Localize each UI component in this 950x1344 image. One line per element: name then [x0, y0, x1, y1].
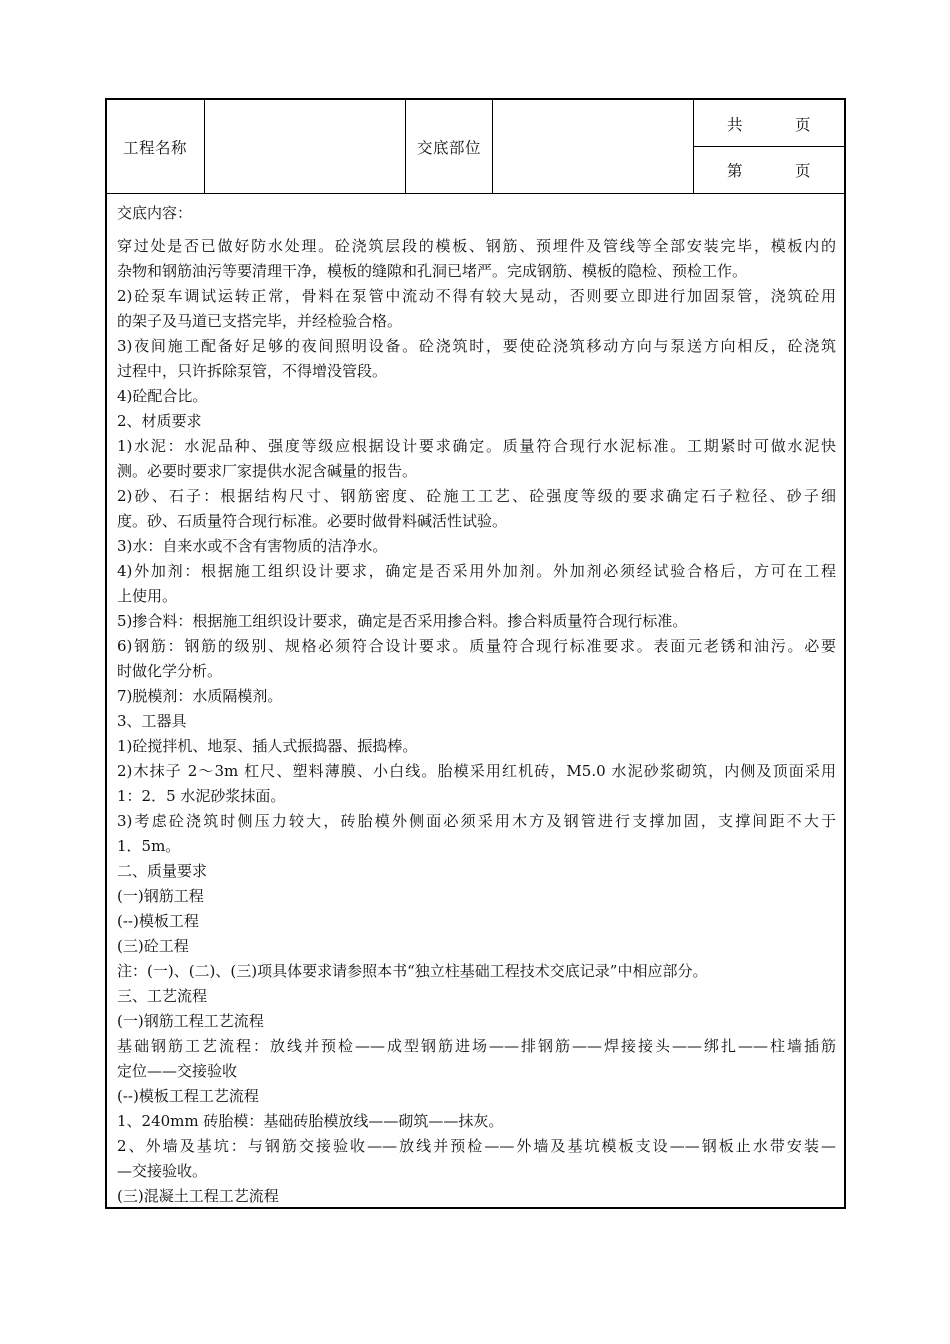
total-pages: [693, 100, 844, 146]
content-line: 1)砼搅拌机、地泵、插人式振捣器、振捣棒。: [117, 737, 418, 755]
content-line: 上使用。: [117, 587, 178, 605]
content-line: 1．5m。: [117, 837, 181, 855]
project-name-label: 工程名称: [123, 139, 188, 157]
content-line: 杂物和钢筋油污等要清理干净，模板的缝隙和孔洞已堵严。完成钢筋、模板的隐检、预检工作。: [117, 262, 748, 280]
content-line: 4)砼配合比。: [117, 387, 208, 405]
content-line: 3)夜间施工配备好足够的夜间照明设备。砼浇筑时，要使砼浇筑移动方向与泵送方向相反，砼浇筑: [117, 337, 836, 355]
content-line: 2)砼泵车调试运转正常，骨料在泵管中流动不得有较大晃动，否则要立即进行加固泵管，浇筑砼用: [117, 287, 836, 305]
disclosure-form: [105, 98, 846, 1209]
divider: [492, 100, 493, 193]
content-line: 的架子及马道已支搭完毕，并经检验合格。: [117, 312, 403, 330]
content-title: 交底内容：: [117, 204, 193, 222]
form-header: [107, 100, 844, 194]
divider: [204, 100, 205, 193]
content-line: —交接验收。: [117, 1162, 208, 1180]
content-line: 5)掺合料：根据施工组织设计要求，确定是否采用掺合料。掺合料质量符合现行标准。: [117, 612, 688, 630]
content-line: 测。必要时要求厂家提供水泥含碱量的报告。: [117, 462, 418, 480]
content-line: 1、240mm 砖胎模：基础砖胎模放线——砌筑——抹灰。: [117, 1112, 504, 1130]
content-line: 定位——交接验收: [117, 1062, 238, 1080]
divider: [405, 100, 406, 193]
page-number-right: 页: [795, 162, 811, 180]
page-number-left: 第: [727, 162, 743, 180]
content-line: 基础钢筋工艺流程：放线并预检——成型钢筋进场——排钢筋——焊接接头——绑扎——柱墙插筋: [117, 1037, 836, 1055]
content-line: 度。砂、石质量符合现行标准。必要时做骨料碱活性试验。: [117, 512, 508, 530]
content-line: 2)砂、石子：根据结构尺寸、钢筋密度、砼施工工艺、砼强度等级的要求确定石子粒径、砂子细: [117, 487, 836, 505]
content-line: (三)砼工程: [117, 937, 189, 955]
content-line: 6)钢筋：钢筋的级别、规格必须符合设计要求。质量符合现行标准要求。表面元老锈和油污。必要: [117, 637, 836, 655]
content-line: 3)考虑砼浇筑时侧压力较大，砖胎模外侧面必须采用木方及钢管进行支撑加固，支撑间距不大于: [117, 812, 836, 830]
content-line: 1：2．5 水泥砂浆抹面。: [117, 787, 286, 805]
content-line: (一)钢筋工程工艺流程: [117, 1012, 264, 1030]
total-pages-right: 页: [795, 116, 811, 134]
content-line: 3、工器具: [117, 712, 187, 730]
content-line: (三)混凝土工程工艺流程: [117, 1187, 279, 1205]
content-line: (一)钢筋工程: [117, 887, 204, 905]
total-pages-left: 共: [727, 116, 743, 134]
content-line: 1)水泥：水泥品种、强度等级应根据设计要求确定。质量符合现行水泥标准。工期紧时可做水泥快: [117, 437, 836, 455]
content-line: 注：(一)、(二)、(三)项具体要求请参照本书“独立柱基础工程技术交底记录”中相应部分。: [117, 962, 708, 980]
content-line: 2、外墙及基坑：与钢筋交接验收——放线并预检——外墙及基坑模板支设——钢板止水带安装—: [117, 1137, 836, 1155]
location-label: 交底部位: [417, 139, 482, 157]
content-lines: [117, 234, 836, 1209]
content-line: 过程中，只许拆除泵管，不得增没管段。: [117, 362, 388, 380]
content-line: (--)模板工程工艺流程: [117, 1087, 259, 1105]
content-line: (--)模板工程: [117, 912, 199, 930]
content-line: 7)脱模剂：水质隔模剂。: [117, 687, 283, 705]
content-line: 穿过处是否已做好防水处理。砼浇筑层段的模板、钢筋、预埋件及管线等全部安装完毕，模板内的: [117, 237, 836, 255]
content-line: 2)木抹子 2～3m 杠尺、塑料薄膜、小白线。胎模采用红机砖，M5.0 水泥砂浆砌筑，内侧及顶面采用: [117, 762, 836, 780]
content-line: 3)水：自来水或不含有害物质的洁净水。: [117, 537, 388, 555]
content-line: 二、质量要求: [117, 862, 208, 880]
content-line: 4)外加剂：根据施工组织设计要求，确定是否采用外加剂。外加剂必须经试验合格后，方可在工程: [117, 562, 836, 580]
content-line: 2、材质要求: [117, 412, 202, 430]
page-number: [693, 146, 844, 192]
disclosure-content: [117, 201, 836, 1209]
content-line: 时做化学分析。: [117, 662, 223, 680]
content-line: 三、工艺流程: [117, 987, 208, 1005]
